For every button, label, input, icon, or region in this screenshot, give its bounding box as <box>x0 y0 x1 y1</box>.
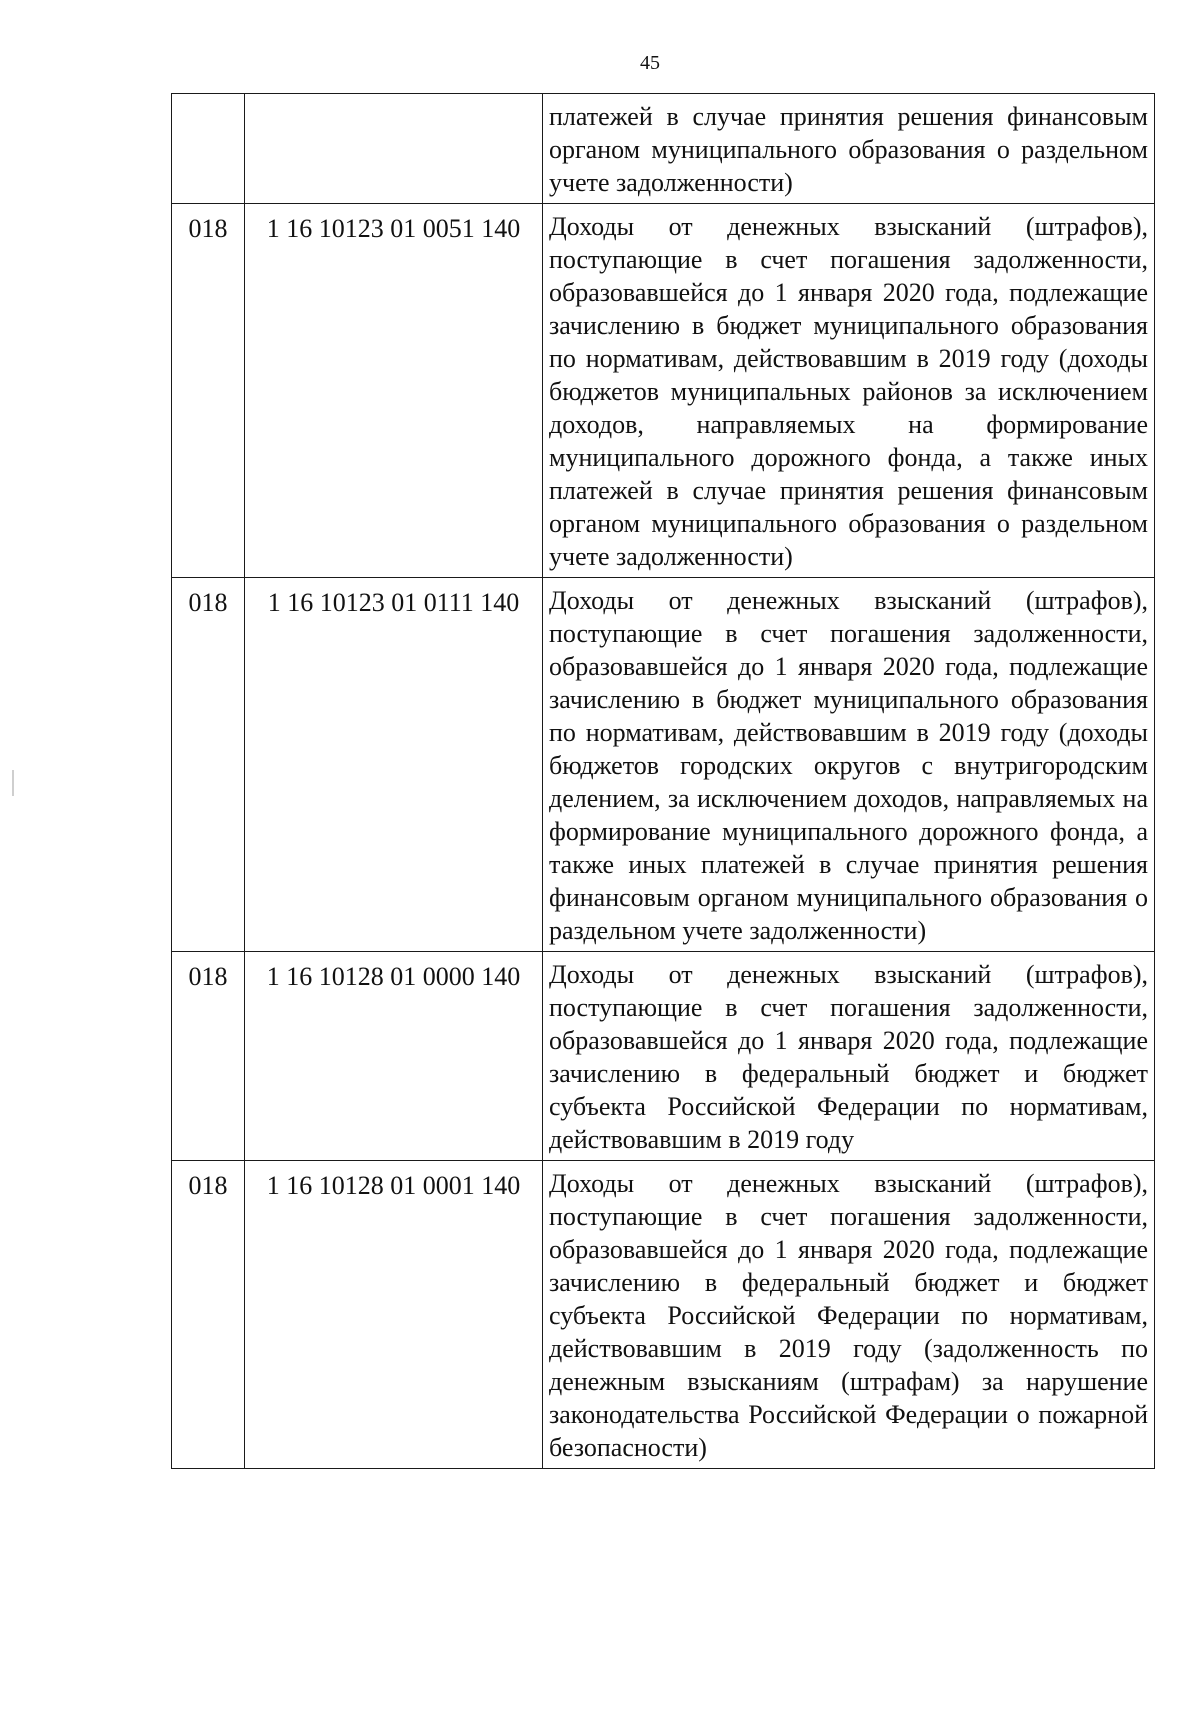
table-row <box>172 578 1155 952</box>
budget-code-cell <box>245 94 543 204</box>
description-cell: Доходы от денежных взысканий (штрафов), поступающие в счет погашения задолженности, образовавшейся до 1 января 2020 года, подлежащие зачислению в федеральный бюджет и бюджет субъекта Российской Федерации по нормативам, действовавшим в 2019 году (задолженность по денежным взысканиям (штрафам) за нарушение законодательства Российской Федерации о пожарной безопасности) <box>543 1161 1155 1469</box>
description-cell: Доходы от денежных взысканий (штрафов), поступающие в счет погашения задолженности, образовавшейся до 1 января 2020 года, подлежащие зачислению в федеральный бюджет и бюджет субъекта Российской Федерации по нормативам, действовавшим в 2019 году <box>543 952 1155 1161</box>
description-cell: платежей в случае принятия решения финансовым органом муниципального образования о раздельном учете задолженности) <box>543 94 1155 204</box>
budget-code-cell: 1 16 10128 01 0001 140 <box>245 1161 543 1469</box>
admin-code-cell <box>172 94 245 204</box>
table-row <box>172 952 1155 1161</box>
budget-code-cell: 1 16 10123 01 0111 140 <box>245 578 543 952</box>
table-row <box>172 1161 1155 1469</box>
scan-artifact-mark <box>12 770 14 796</box>
table-row <box>172 94 1155 204</box>
budget-revenue-table <box>171 93 1155 1469</box>
admin-code-cell: 018 <box>172 204 245 578</box>
description-cell: Доходы от денежных взысканий (штрафов), поступающие в счет погашения задолженности, образовавшейся до 1 января 2020 года, подлежащие зачислению в бюджет муниципального образования по нормативам, действовавшим в 2019 году (доходы бюджетов муниципальных районов за исключением доходов, направляемых на формирование муниципального дорожного фонда, а также иных платежей в случае принятия решения финансовым органом муниципального образования о раздельном учете задолженности) <box>543 204 1155 578</box>
page-number: 45 <box>640 52 660 74</box>
table-row <box>172 204 1155 578</box>
admin-code-cell: 018 <box>172 1161 245 1469</box>
admin-code-cell: 018 <box>172 578 245 952</box>
description-cell: Доходы от денежных взысканий (штрафов), поступающие в счет погашения задолженности, образовавшейся до 1 января 2020 года, подлежащие зачислению в бюджет муниципального образования по нормативам, действовавшим в 2019 году (доходы бюджетов городских округов с внутригородским делением, за исключением доходов, направляемых на формирование муниципального дорожного фонда, а также иных платежей в случае принятия решения финансовым органом муниципального образования о раздельном учете задолженности) <box>543 578 1155 952</box>
budget-code-cell: 1 16 10123 01 0051 140 <box>245 204 543 578</box>
admin-code-cell: 018 <box>172 952 245 1161</box>
budget-code-cell: 1 16 10128 01 0000 140 <box>245 952 543 1161</box>
